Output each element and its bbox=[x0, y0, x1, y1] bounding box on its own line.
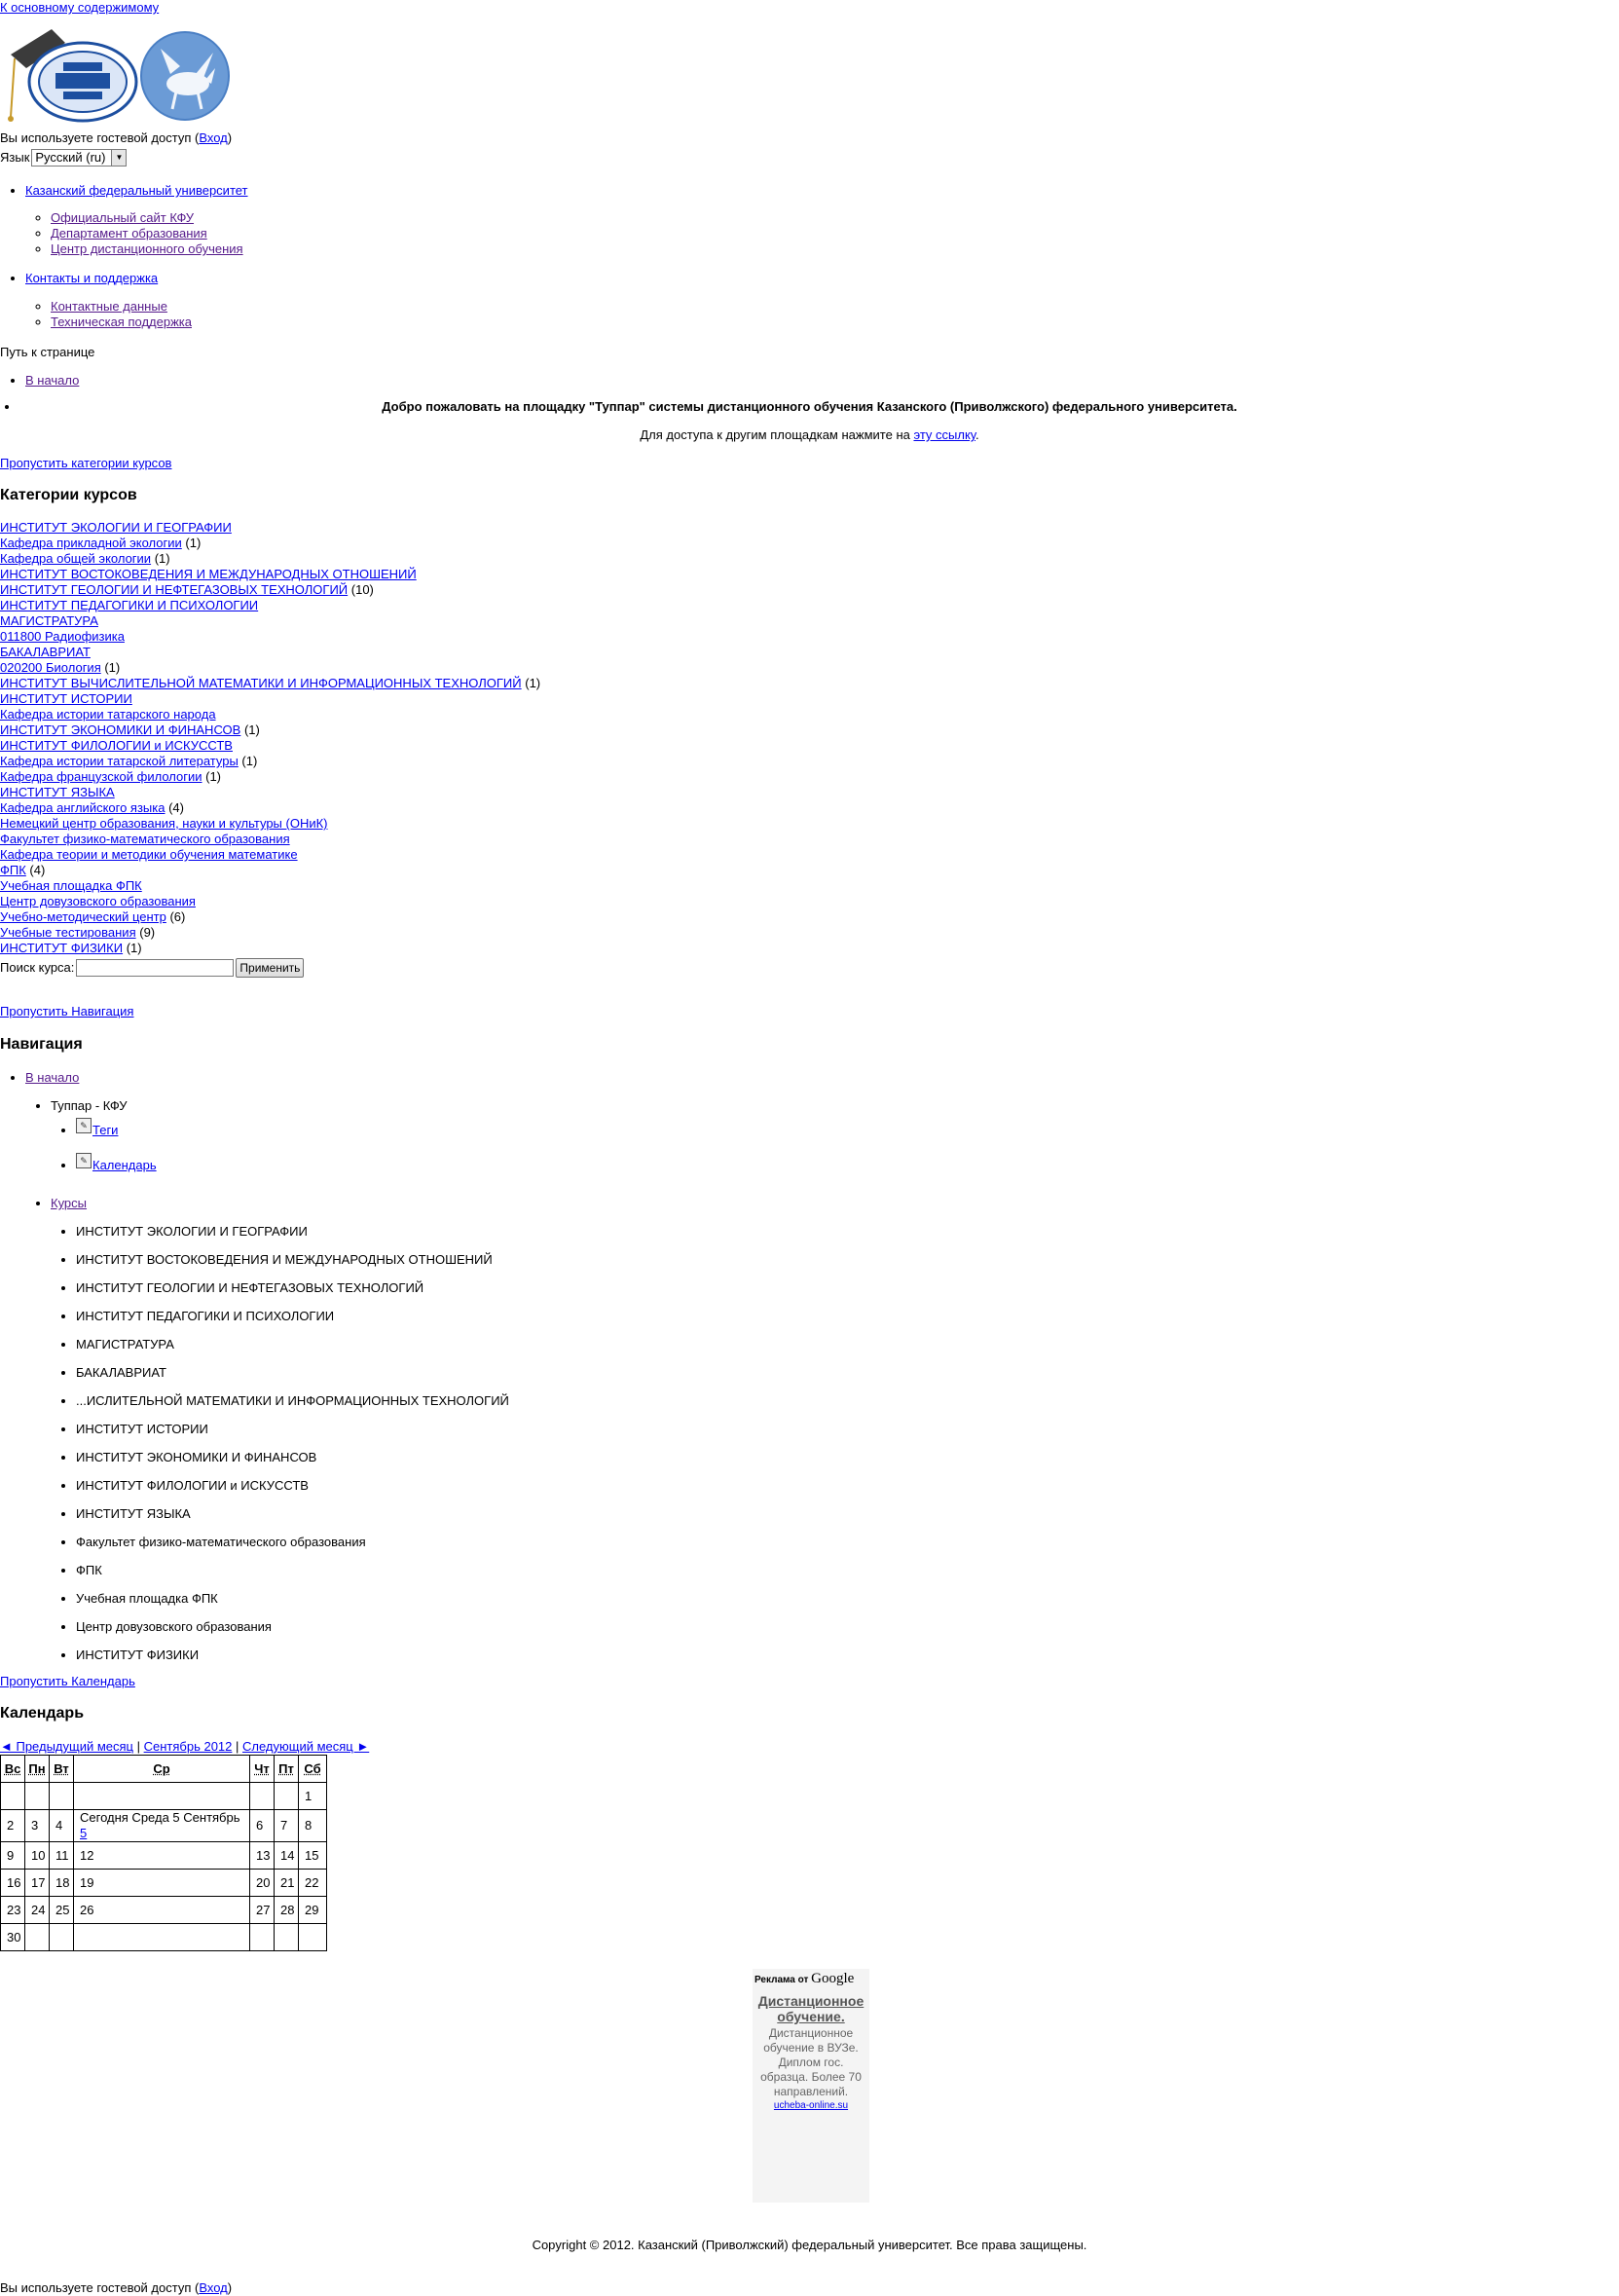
nav-home-link[interactable]: В начало bbox=[25, 1070, 80, 1085]
category-link[interactable]: ИНСТИТУТ ЭКОНОМИКИ И ФИНАНСОВ bbox=[0, 722, 241, 737]
nav-tags-item bbox=[76, 1123, 118, 1139]
language-label: Язык bbox=[0, 150, 30, 165]
calendar-day bbox=[74, 1783, 250, 1810]
nav-site-name: • Туппар - КФУ bbox=[51, 1098, 128, 1114]
calendar-day: 6 bbox=[250, 1810, 275, 1842]
category-link[interactable]: Кафедра общей экологии bbox=[0, 551, 152, 566]
category-link[interactable]: ИНСТИТУТ ВЫЧИСЛИТЕЛЬНОЙ МАТЕМАТИКИ И ИНФОРМАЦИОННЫХ ТЕХНОЛОГИЙ bbox=[0, 676, 522, 690]
category-link[interactable]: БАКАЛАВРИАТ bbox=[0, 645, 91, 659]
category-link[interactable]: Немецкий центр образования, науки и культуры (ОНиК) bbox=[0, 816, 328, 831]
login-info bbox=[0, 130, 232, 146]
ad-by-google bbox=[753, 1969, 869, 1993]
category-link[interactable]: ИНСТИТУТ ФИЛОЛОГИИ и ИСКУССТВ bbox=[0, 738, 233, 753]
welcome-block bbox=[19, 399, 1600, 443]
calendar-day bbox=[25, 1924, 50, 1951]
menu-link-kfu[interactable]: Казанский федеральный университет bbox=[25, 183, 248, 198]
calendar-day: 25 bbox=[50, 1897, 74, 1924]
footer-login-info bbox=[0, 2280, 232, 2296]
calendar-day: 16 bbox=[1, 1870, 25, 1897]
calendar-day: 26 bbox=[74, 1897, 250, 1924]
category-item bbox=[0, 894, 540, 909]
category-link[interactable]: Центр довузовского образования bbox=[0, 894, 196, 908]
menu-link-tech-support[interactable]: Техническая поддержка bbox=[51, 315, 192, 329]
breadcrumb bbox=[25, 373, 79, 389]
calendar-day bbox=[275, 1924, 299, 1951]
category-link[interactable]: 011800 Радиофизика bbox=[0, 629, 125, 644]
nav-course-item[interactable]: • ИНСТИТУТ ГЕОЛОГИИ И НЕФТЕГАЗОВЫХ ТЕХНОЛОГИЙ bbox=[76, 1280, 509, 1309]
login-info-suffix: ) bbox=[227, 130, 233, 145]
category-item bbox=[0, 582, 540, 598]
nav-home-item bbox=[25, 1070, 79, 1086]
category-count: (1) bbox=[181, 536, 202, 550]
menu-item-kfu bbox=[25, 183, 248, 199]
calendar-day: 19 bbox=[74, 1870, 250, 1897]
category-item bbox=[0, 878, 540, 894]
google-ad[interactable] bbox=[753, 1969, 869, 2203]
nav-courses-link[interactable]: Курсы bbox=[51, 1196, 88, 1210]
ad-url[interactable]: ucheba-online.su bbox=[773, 2100, 849, 2111]
nav-course-item[interactable]: • ФПК bbox=[76, 1563, 509, 1591]
chevron-down-icon[interactable]: ▼ bbox=[111, 150, 126, 166]
calendar-day: 3 bbox=[25, 1810, 50, 1842]
category-item bbox=[0, 769, 540, 785]
calendar-day: 9 bbox=[1, 1842, 25, 1870]
breadcrumb-label: Путь к странице bbox=[0, 345, 95, 359]
language-selector bbox=[0, 149, 127, 167]
nav-course-item[interactable]: • БАКАЛАВРИАТ bbox=[76, 1365, 509, 1393]
course-search bbox=[0, 958, 304, 978]
category-link[interactable]: Кафедра прикладной экологии bbox=[0, 536, 182, 550]
breadcrumb-home-link[interactable]: В начало bbox=[25, 373, 80, 388]
nav-course-item[interactable]: • ИНСТИТУТ ЯЗЫКА bbox=[76, 1506, 509, 1535]
calendar-day: 14 bbox=[275, 1842, 299, 1870]
calendar-day: 23 bbox=[1, 1897, 25, 1924]
category-link[interactable]: ИНСТИТУТ ИСТОРИИ bbox=[0, 691, 132, 706]
calendar-weekday: Вс bbox=[1, 1756, 25, 1783]
calendar-week bbox=[1, 1897, 327, 1924]
calendar-icon: ✎ bbox=[76, 1153, 92, 1168]
category-count: (6) bbox=[166, 909, 186, 924]
category-count: (1) bbox=[151, 551, 170, 566]
skip-to-content-link[interactable]: К основному содержимому bbox=[0, 0, 160, 15]
custom-menu-contacts-submenu bbox=[51, 299, 192, 330]
category-item bbox=[0, 536, 540, 551]
navigation-heading: Навигация bbox=[0, 1036, 83, 1053]
calendar-day: 4 bbox=[50, 1810, 74, 1842]
other-platforms-link[interactable]: эту ссылку bbox=[913, 427, 975, 442]
course-search-button[interactable]: Применить bbox=[236, 958, 304, 978]
calendar-day bbox=[25, 1783, 50, 1810]
category-item bbox=[0, 707, 540, 722]
custom-menu-kfu-submenu bbox=[51, 210, 243, 257]
skip-categories-link[interactable]: Пропустить категории курсов bbox=[0, 456, 172, 470]
ad-by-label: Реклама от bbox=[754, 1975, 809, 1985]
category-count: (1) bbox=[100, 660, 121, 675]
menu-link-contact-data[interactable]: Контактные данные bbox=[51, 299, 167, 314]
category-item bbox=[0, 676, 540, 691]
category-link[interactable]: Факультет физико-математического образования bbox=[0, 832, 290, 846]
category-link[interactable]: Учебные тестирования bbox=[0, 925, 136, 940]
footer-login-prefix: Вы используете гостевой доступ ( bbox=[0, 2280, 200, 2295]
category-count: (10) bbox=[348, 582, 374, 597]
calendar-day: 12 bbox=[74, 1842, 250, 1870]
calendar-day: 15 bbox=[299, 1842, 327, 1870]
menu-link-contacts[interactable]: Контакты и поддержка bbox=[25, 271, 159, 285]
language-selected-value: Русский (ru) bbox=[35, 150, 106, 165]
nav-course-item[interactable]: • ИНСТИТУТ ФИЛОЛОГИИ и ИСКУССТВ bbox=[76, 1478, 509, 1506]
nav-site-item bbox=[51, 1098, 128, 1114]
menu-item-contacts bbox=[25, 271, 158, 286]
calendar-day: 1 bbox=[299, 1783, 327, 1810]
category-item bbox=[0, 909, 540, 925]
category-link[interactable]: Кафедра французской филологии bbox=[0, 769, 202, 784]
category-item bbox=[0, 598, 540, 613]
category-item bbox=[0, 645, 540, 660]
calendar-day bbox=[50, 1924, 74, 1951]
nav-calendar-item bbox=[76, 1158, 157, 1174]
calendar-day: 10 bbox=[25, 1842, 50, 1870]
welcome-title: • Добро пожаловать на площадку "Туппар" системы дистанционного обучения Казанского (Приволжского) федерального университета. bbox=[382, 399, 1237, 414]
calendar-day: 21 bbox=[275, 1870, 299, 1897]
calendar-day: 20 bbox=[250, 1870, 275, 1897]
course-search-label: Поиск курса: bbox=[0, 960, 75, 975]
ad-text: Дистанционное обучение в ВУЗе. Диплом гос. образца. Более 70 направлений. bbox=[760, 2026, 862, 2098]
calendar-day: 8 bbox=[299, 1810, 327, 1842]
course-search-input[interactable] bbox=[76, 959, 234, 977]
tags-icon: ✎ bbox=[76, 1118, 92, 1133]
category-item bbox=[0, 629, 540, 645]
calendar-prev-month-link[interactable]: ◄ Предыдущий месяц bbox=[0, 1739, 133, 1754]
category-item bbox=[0, 925, 540, 941]
calendar-week bbox=[1, 1810, 327, 1842]
nav-course-item[interactable]: • ИНСТИТУТ ВОСТОКОВЕДЕНИЯ И МЕЖДУНАРОДНЫХ ОТНОШЕНИЙ bbox=[76, 1252, 509, 1280]
menu-link-education-department[interactable]: Департамент образования bbox=[51, 226, 207, 241]
footer-login-link[interactable]: Вход bbox=[199, 2280, 228, 2295]
category-item bbox=[0, 863, 540, 878]
calendar-weekday: Чт bbox=[250, 1756, 275, 1783]
category-item bbox=[0, 832, 540, 847]
calendar-day: 18 bbox=[50, 1870, 74, 1897]
category-link[interactable]: ИНСТИТУТ ПЕДАГОГИКИ И ПСИХОЛОГИИ bbox=[0, 598, 259, 612]
calendar-today-link[interactable]: 5 bbox=[80, 1826, 88, 1840]
welcome-text-before: Для доступа к другим площадкам нажмите на bbox=[640, 427, 914, 442]
category-link[interactable]: МАГИСТРАТУРА bbox=[0, 613, 98, 628]
calendar-next-month-link[interactable]: Следующий месяц ► bbox=[242, 1739, 370, 1754]
calendar-day: 22 bbox=[299, 1870, 327, 1897]
nav-course-item[interactable]: • ИНСТИТУТ ПЕДАГОГИКИ И ПСИХОЛОГИИ bbox=[76, 1309, 509, 1337]
category-link[interactable]: ИНСТИТУТ ЯЗЫКА bbox=[0, 785, 115, 799]
calendar-body bbox=[1, 1783, 327, 1951]
ad-title[interactable]: Дистанционное обучение. bbox=[757, 1993, 865, 2024]
logos-image bbox=[5, 27, 242, 130]
calendar-table bbox=[0, 1755, 327, 1951]
nav-course-item[interactable]: • МАГИСТРАТУРА bbox=[76, 1337, 509, 1365]
language-select[interactable] bbox=[31, 149, 127, 167]
category-item bbox=[0, 520, 540, 536]
nav-course-item[interactable]: • Центр довузовского образования bbox=[76, 1619, 509, 1648]
category-link[interactable]: 020200 Биология bbox=[0, 660, 101, 675]
category-count: (1) bbox=[238, 754, 258, 768]
category-link[interactable]: Кафедра истории татарского народа bbox=[0, 707, 216, 722]
calendar-month-nav bbox=[0, 1739, 369, 1755]
category-link[interactable]: ИНСТИТУТ ВОСТОКОВЕДЕНИЯ И МЕЖДУНАРОДНЫХ ОТНОШЕНИЙ bbox=[0, 567, 417, 581]
calendar-day: 28 bbox=[275, 1897, 299, 1924]
skip-calendar-link[interactable]: Пропустить Календарь bbox=[0, 1674, 135, 1688]
calendar-weekday: Пн bbox=[25, 1756, 50, 1783]
skip-navigation-link[interactable]: Пропустить Навигация bbox=[0, 1004, 134, 1018]
calendar-day bbox=[275, 1783, 299, 1810]
calendar-weekday: Ср bbox=[74, 1756, 250, 1783]
category-count: (1) bbox=[123, 941, 142, 955]
calendar-weekday: Вт bbox=[50, 1756, 74, 1783]
category-item bbox=[0, 722, 540, 738]
category-count: (1) bbox=[521, 676, 541, 690]
calendar-separator: | bbox=[232, 1739, 242, 1754]
welcome-text-after: . bbox=[975, 427, 979, 442]
kfu-logo bbox=[8, 29, 136, 122]
calendar-day: 7 bbox=[275, 1810, 299, 1842]
calendar-day bbox=[74, 1924, 250, 1951]
header-logos bbox=[5, 27, 242, 130]
category-link[interactable]: Кафедра истории татарской литературы bbox=[0, 754, 239, 768]
login-link[interactable]: Вход bbox=[199, 130, 228, 145]
nav-courses-item bbox=[51, 1196, 87, 1211]
login-info-prefix: Вы используете гостевой доступ ( bbox=[0, 130, 200, 145]
nav-course-item[interactable]: • ИНСТИТУТ ФИЗИКИ bbox=[76, 1648, 509, 1676]
category-item bbox=[0, 567, 540, 582]
category-link[interactable]: Кафедра теории и методики обучения математике bbox=[0, 847, 298, 862]
calendar-day: 11 bbox=[50, 1842, 74, 1870]
nav-course-list bbox=[76, 1224, 509, 1676]
category-item bbox=[0, 551, 540, 567]
category-item bbox=[0, 738, 540, 754]
category-count: (9) bbox=[135, 925, 156, 940]
nav-tags-link[interactable]: Теги bbox=[92, 1123, 119, 1137]
calendar-heading: Календарь bbox=[0, 1705, 85, 1722]
calendar-day: 2 bbox=[1, 1810, 25, 1842]
category-count: (4) bbox=[25, 863, 46, 877]
custom-menu-kfu bbox=[25, 183, 248, 199]
calendar-day bbox=[299, 1924, 327, 1951]
calendar-week bbox=[1, 1870, 327, 1897]
calendar-today-label: Сегодня Среда 5 Сентябрь bbox=[80, 1810, 240, 1825]
calendar-day: 29 bbox=[299, 1897, 327, 1924]
category-item bbox=[0, 691, 540, 707]
calendar-day: 27 bbox=[250, 1897, 275, 1924]
category-link[interactable]: Учебная площадка ФПК bbox=[0, 878, 142, 893]
categories-heading: Категории курсов bbox=[0, 487, 137, 503]
calendar-separator: | bbox=[133, 1739, 144, 1754]
footer-login-suffix: ) bbox=[227, 2280, 233, 2295]
category-item bbox=[0, 816, 540, 832]
category-item bbox=[0, 847, 540, 863]
category-link[interactable]: ИНСТИТУТ ЭКОЛОГИИ И ГЕОГРАФИИ bbox=[0, 520, 232, 535]
nav-course-item[interactable]: • ИНСТИТУТ ЭКОНОМИКИ И ФИНАНСОВ bbox=[76, 1450, 509, 1478]
calendar-day bbox=[1, 1783, 25, 1810]
calendar-current-month-link[interactable]: Сентябрь 2012 bbox=[143, 1739, 233, 1754]
nav-calendar-link[interactable]: Календарь bbox=[92, 1158, 157, 1172]
calendar-weekday: Пт bbox=[275, 1756, 299, 1783]
pegasus-logo bbox=[140, 31, 230, 121]
nav-course-item[interactable]: • ИНСТИТУТ ИСТОРИИ bbox=[76, 1422, 509, 1450]
calendar-week bbox=[1, 1783, 327, 1810]
category-count: (1) bbox=[202, 769, 221, 784]
nav-course-item[interactable]: • Факультет физико-математического образования bbox=[76, 1535, 509, 1563]
nav-course-item[interactable]: • ИНСТИТУТ ЭКОЛОГИИ И ГЕОГРАФИИ bbox=[76, 1224, 509, 1252]
category-item bbox=[0, 613, 540, 629]
category-item bbox=[0, 660, 540, 676]
category-item bbox=[0, 941, 540, 956]
calendar-today bbox=[74, 1810, 250, 1842]
category-link[interactable]: Кафедра английского языка bbox=[0, 800, 166, 815]
calendar-day: 17 bbox=[25, 1870, 50, 1897]
category-count: (1) bbox=[240, 722, 260, 737]
category-link[interactable]: ИНСТИТУТ ГЕОЛОГИИ И НЕФТЕГАЗОВЫХ ТЕХНОЛОГИЙ bbox=[0, 582, 349, 597]
google-wordmark: Google bbox=[811, 1971, 855, 1986]
nav-course-item[interactable]: • ...ИСЛИТЕЛЬНОЙ МАТЕМАТИКИ И ИНФОРМАЦИОННЫХ ТЕХНОЛОГИЙ bbox=[76, 1393, 509, 1422]
welcome-text bbox=[19, 427, 1600, 443]
calendar-week bbox=[1, 1924, 327, 1951]
category-count: (4) bbox=[165, 800, 184, 815]
calendar-day: 24 bbox=[25, 1897, 50, 1924]
calendar-weekday-row bbox=[1, 1756, 327, 1783]
custom-menu-contacts bbox=[25, 271, 158, 286]
menu-link-distance-learning-center[interactable]: Центр дистанционного обучения bbox=[51, 241, 243, 256]
category-item bbox=[0, 800, 540, 816]
category-link[interactable]: ФПК bbox=[0, 863, 26, 877]
calendar-weekday: Сб bbox=[299, 1756, 327, 1783]
category-item bbox=[0, 754, 540, 769]
category-item bbox=[0, 785, 540, 800]
calendar-day: 30 bbox=[1, 1924, 25, 1951]
category-list bbox=[0, 520, 540, 956]
calendar-day bbox=[250, 1783, 275, 1810]
category-link[interactable]: Учебно-методический центр bbox=[0, 909, 166, 924]
calendar-day: 13 bbox=[250, 1842, 275, 1870]
footer-copyright: Copyright © 2012. Казанский (Приволжский) федеральный университет. Все права защищены. bbox=[532, 2238, 1087, 2252]
calendar-week bbox=[1, 1842, 327, 1870]
calendar-day bbox=[250, 1924, 275, 1951]
menu-link-kfu-official-site[interactable]: Официальный сайт КФУ bbox=[51, 210, 195, 225]
nav-course-item[interactable]: • Учебная площадка ФПК bbox=[76, 1591, 509, 1619]
calendar-day bbox=[50, 1783, 74, 1810]
category-link[interactable]: ИНСТИТУТ ФИЗИКИ bbox=[0, 941, 124, 955]
